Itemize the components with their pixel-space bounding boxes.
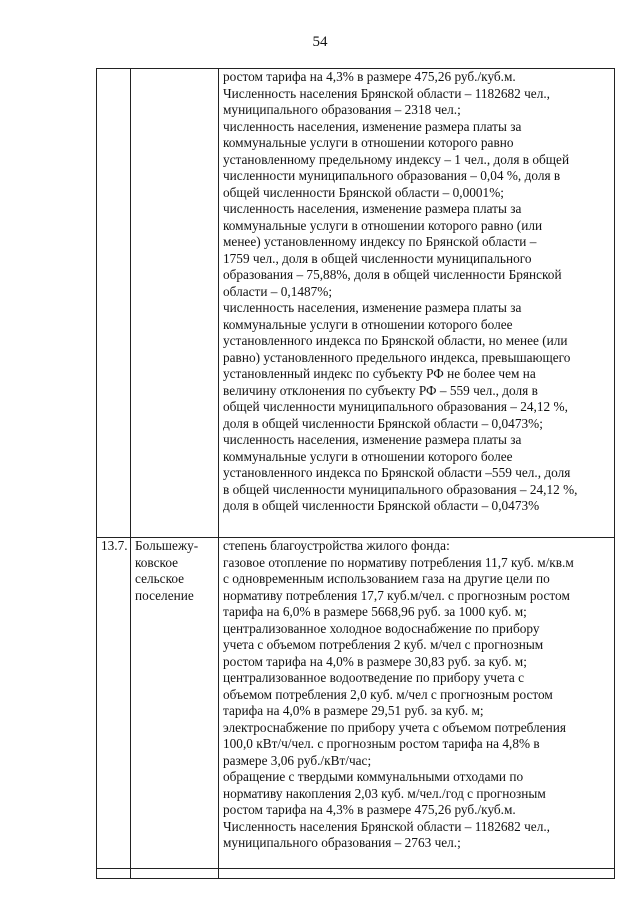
description-line: области – 0,1487%; <box>223 283 333 299</box>
description-line: муниципального образования – 2763 чел.; <box>223 835 461 850</box>
description-line: коммунальные услуги в отношении которого более <box>223 448 513 464</box>
description-line: нормативу потребления 17,7 куб.м/чел. с прогнозным ростом <box>223 587 570 603</box>
description-line: обращение с твердыми коммунальными отходами по <box>223 769 524 784</box>
description-line: 1759 чел., доля в общей численности муниципального <box>223 250 532 266</box>
description-line: общей численности муниципального образования – 24,12 %, <box>223 399 568 414</box>
description-line: ростом тарифа на 4,3% в размере 475,26 руб./куб.м. <box>223 69 516 84</box>
description-line: общей численности Брянской области – 0,0001%; <box>223 184 504 200</box>
description-line: тарифа на 6,0% в размере 5668,96 руб. за 1000 куб. м; <box>223 604 527 619</box>
description-line: нормативу накопления 2,03 куб. м/чел./год с прогнозным <box>223 785 546 801</box>
description-line: численность населения, изменение размера платы за <box>223 201 522 216</box>
document-table <box>96 68 615 879</box>
description-line: 100,0 кВт/ч/чел. с прогнозным ростом тарифа на 4,8% в <box>223 736 540 751</box>
description-line: численность населения, изменение размера платы за <box>223 118 522 134</box>
description-line: менее) установленному индексу по Брянской области – <box>223 234 537 249</box>
description-line: Численность населения Брянской области – 1182682 чел., <box>223 85 550 101</box>
description-line: величину отклонения по субъекту РФ – 559 чел., доля в <box>223 382 538 398</box>
description-line: электроснабжение по прибору учета с объемом потребления <box>223 719 566 735</box>
municipality-name-cell <box>131 538 219 869</box>
description-line: образования – 75,88%, доля в общей численности Брянской <box>223 267 562 282</box>
description-line: численности муниципального образования – 0,04 %, доля в <box>223 168 561 183</box>
municipality-name-line: Большежу- <box>135 538 199 553</box>
description-line: газовое отопление по нормативу потребления 11,7 куб. м/кв.м <box>223 554 574 570</box>
description-line: установленный индекс по субъекту РФ не более чем на <box>223 366 536 381</box>
description-line: ростом тарифа на 4,3% в размере 475,26 руб./куб.м. <box>223 802 516 817</box>
continuation-cell <box>219 869 615 879</box>
continuation-cell <box>131 869 219 879</box>
description-line: ростом тарифа на 4,0% в размере 30,83 руб. за куб. м; <box>223 653 527 669</box>
description-line: в общей численности муниципального образования – 24,12 %, <box>223 481 578 497</box>
description-line: доля в общей численности Брянской области – 0,0473% <box>223 498 540 513</box>
description-line: размере 3,06 руб./кВт/час; <box>223 752 372 768</box>
description-line: коммунальные услуги в отношении которого равно <box>223 135 514 150</box>
description-line: степень благоустройства жилого фонда: <box>223 538 450 553</box>
row-number-cell <box>97 69 131 538</box>
description-cell <box>219 69 615 538</box>
description-line: установленного индекса по Брянской области –559 чел., доля <box>223 465 571 480</box>
description-line: численность населения, изменение размера платы за <box>223 432 522 447</box>
table-row <box>97 69 615 538</box>
description-line: централизованное холодное водоснабжение по прибору <box>223 620 540 636</box>
page-number: 54 <box>312 34 328 50</box>
description-line: равно) установленного предельного индекса, превышающего <box>223 349 571 365</box>
description-line: муниципального образования – 2318 чел.; <box>223 102 461 117</box>
municipality-name-line: сельское <box>135 571 185 586</box>
description-line: установленного индекса по Брянской области, но менее (или <box>223 333 568 348</box>
description-line: численность населения, изменение размера платы за <box>223 300 522 315</box>
municipality-name-cell <box>131 69 219 538</box>
municipality-name-line: ковское <box>135 554 179 570</box>
description-line: с одновременным использованием газа на другие цели по <box>223 571 550 586</box>
description-line: учета с объемом потребления 2 куб. м/чел с прогнозным <box>223 637 544 652</box>
description-line: централизованное водоотведение по прибору учета с <box>223 670 524 685</box>
description-line: тарифа на 4,0% в размере 29,51 руб. за куб. м; <box>223 703 484 718</box>
description-line: коммунальные услуги в отношении которого равно (или <box>223 217 543 233</box>
row-number-cell: 13.7. <box>97 538 131 869</box>
continuation-cell <box>97 869 131 879</box>
municipality-name-line: поселение <box>135 587 194 603</box>
description-line: коммунальные услуги в отношении которого более <box>223 316 513 332</box>
table-row-continuation <box>97 869 615 879</box>
description-line: установленному предельному индексу – 1 чел., доля в общей <box>223 151 570 167</box>
table-row <box>97 538 615 869</box>
description-line: Численность населения Брянской области – 1182682 чел., <box>223 818 550 834</box>
description-line: объемом потребления 2,0 куб. м/чел с прогнозным ростом <box>223 686 553 702</box>
description-cell <box>219 538 615 869</box>
description-line: доля в общей численности Брянской области – 0,0473%; <box>223 415 543 431</box>
